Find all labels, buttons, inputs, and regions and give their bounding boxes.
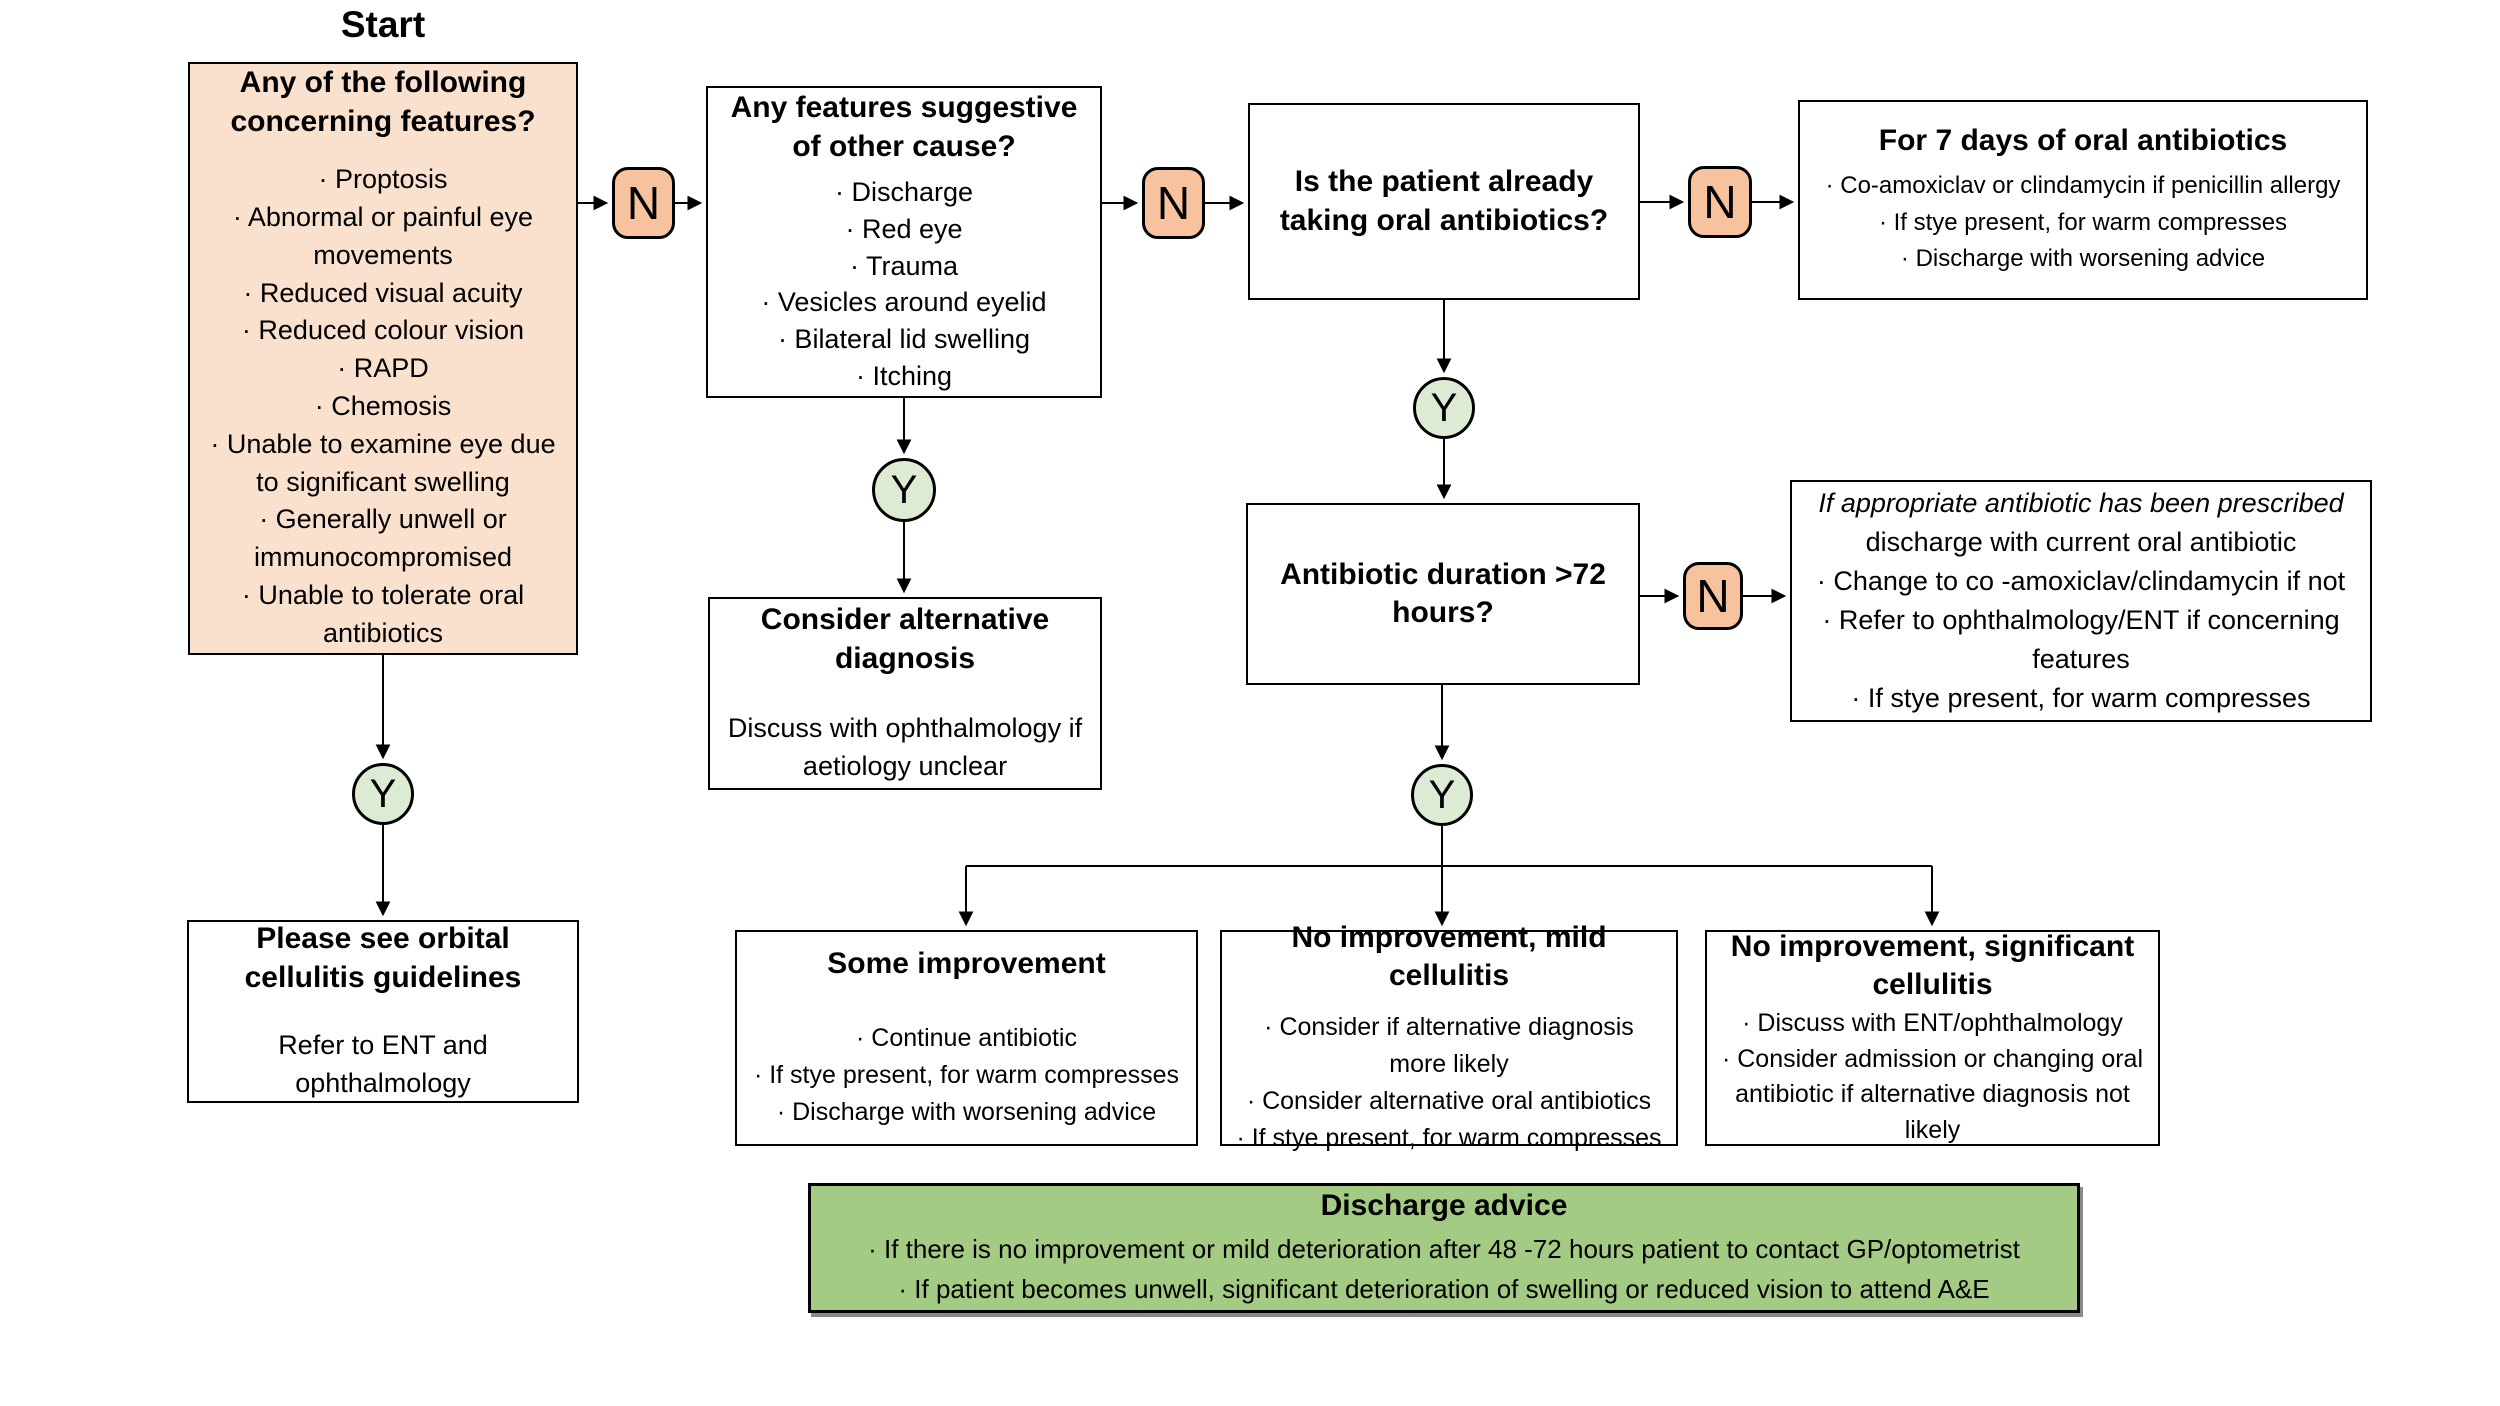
node-orbital-guidelines <box>187 920 579 1103</box>
node-title: No improvement, significant cellulitis <box>1730 929 2135 1001</box>
list-item: · Chemosis <box>314 391 452 421</box>
decision-badge-no <box>1683 562 1743 630</box>
list-item: · Consider admission or changing oral antibiotic if alternative diagnosis not likely <box>1721 1044 2144 1144</box>
badge-letter: N <box>1696 570 1730 622</box>
decision-circle-yes <box>352 763 414 825</box>
node-items <box>751 1020 1182 1131</box>
node-title: Antibiotic duration >72 hours? <box>1280 557 1606 629</box>
decision-badge-no <box>1142 167 1205 239</box>
list-item: · If patient becomes unwell, significant deterioration of swelling or reduced vision to attend A&E <box>898 1274 1990 1305</box>
list-item: · Proptosis <box>318 164 448 195</box>
circle-letter: Y <box>369 772 397 816</box>
list-item: · Unable to tolerate oral antibiotics <box>241 579 525 648</box>
list-item: · Reduced visual acuity <box>243 277 523 308</box>
decision-circle-yes <box>1413 377 1475 439</box>
list-item: · Bilateral lid swelling <box>777 324 1031 355</box>
node-other-cause <box>706 86 1102 398</box>
list-item: · Consider alternative oral antibiotics <box>1246 1087 1652 1116</box>
list-item: · Generally unwell or immunocompromised <box>253 504 513 573</box>
list-item: · Trauma <box>849 250 959 281</box>
list-item: · Discharge <box>834 177 974 208</box>
list-item: · Co-amoxiclav or clindamycin if penicillin allergy <box>1825 172 2341 200</box>
node-title: Consider alternative diagnosis <box>760 603 1050 675</box>
list-item: · Discharge with worsening advice <box>1900 245 2266 273</box>
list-item: · Reduced colour vision <box>241 315 525 346</box>
list-item: · If stye present, for warm compresses <box>753 1060 1180 1089</box>
decision-circle-yes <box>872 458 936 522</box>
circle-letter: Y <box>1428 773 1456 817</box>
badge-letter: N <box>1156 177 1191 229</box>
node-title: Any features suggestive of other cause? <box>730 91 1078 163</box>
node-appropriate-antibiotic <box>1790 480 2372 722</box>
decision-badge-no <box>1688 166 1752 238</box>
node-items <box>204 161 562 652</box>
node-title: For 7 days of oral antibiotics <box>1878 124 2288 158</box>
node-title: Any of the following concerning features? <box>230 66 536 138</box>
node-items <box>1721 1006 2144 1148</box>
node-items <box>1806 562 2356 719</box>
node-items <box>1236 1009 1662 1157</box>
badge-letter: N <box>1703 176 1737 228</box>
node-no-improvement-mild <box>1220 920 1678 1153</box>
list-item: · If stye present, for warm compresses <box>1236 1124 1662 1153</box>
node-body: Refer to ENT and ophthalmology <box>278 1030 488 1098</box>
node-title: Please see orbital cellulitis guidelines <box>244 922 522 994</box>
list-item: · Discharge with worsening advice <box>776 1097 1157 1126</box>
list-item: · Itching <box>855 360 953 391</box>
node-body: Discuss with ophthalmology if aetiology unclear <box>727 713 1083 781</box>
list-item: · If stye present, for warm compresses <box>1851 683 2311 714</box>
list-item: · Continue antibiotic <box>856 1023 1077 1052</box>
circle-letter: Y <box>1430 386 1458 430</box>
list-item: · Unable to examine eye due to significant swelling <box>210 428 556 497</box>
list-item: · RAPD <box>337 353 429 384</box>
node-alternative-diagnosis <box>708 597 1102 790</box>
node-some-improvement <box>735 930 1198 1146</box>
list-item: · Consider if alternative diagnosis more likely <box>1264 1013 1634 1079</box>
node-lead: discharge with current oral antibiotic <box>1865 526 2297 557</box>
list-item: · Red eye <box>845 213 963 244</box>
list-item: · Vesicles around eyelid <box>761 287 1047 318</box>
node-concerning-features <box>188 62 578 655</box>
node-already-taking-antibiotics <box>1248 103 1640 300</box>
list-item: · Discuss with ENT/ophthalmology <box>1742 1009 2123 1038</box>
list-item: · Abnormal or painful eye movements <box>232 202 534 270</box>
decision-circle-yes <box>1411 764 1473 826</box>
list-item: · If stye present, for warm compresses <box>1878 208 2288 236</box>
circle-letter: Y <box>890 468 918 512</box>
list-item: · If there is no improvement or mild deterioration after 48 -72 hours patient to contact GP/optometrist <box>868 1233 2020 1264</box>
node-lead-italic: If appropriate antibiotic has been prescribed <box>1818 487 2344 518</box>
node-antibiotic-duration <box>1246 503 1640 685</box>
decision-badge-no <box>612 167 675 239</box>
node-discharge-advice <box>808 1183 2080 1313</box>
list-item: · Change to co -amoxiclav/clindamycin if not <box>1816 565 2346 596</box>
node-no-improvement-significant <box>1705 930 2160 1146</box>
badge-letter: N <box>626 177 661 229</box>
node-items <box>722 174 1086 394</box>
node-seven-days-antibiotics <box>1798 100 2368 300</box>
start-label: Start <box>340 4 426 45</box>
node-title: Is the patient already taking oral antibiotics? <box>1279 165 1609 237</box>
node-title: Some improvement <box>827 947 1106 981</box>
node-title: Discharge advice <box>1320 1188 1568 1222</box>
node-title: No improvement, mild cellulitis <box>1291 920 1607 992</box>
list-item: · Refer to ophthalmology/ENT if concerning features <box>1822 605 2340 675</box>
node-items <box>1814 168 2352 277</box>
node-items <box>825 1229 2063 1310</box>
